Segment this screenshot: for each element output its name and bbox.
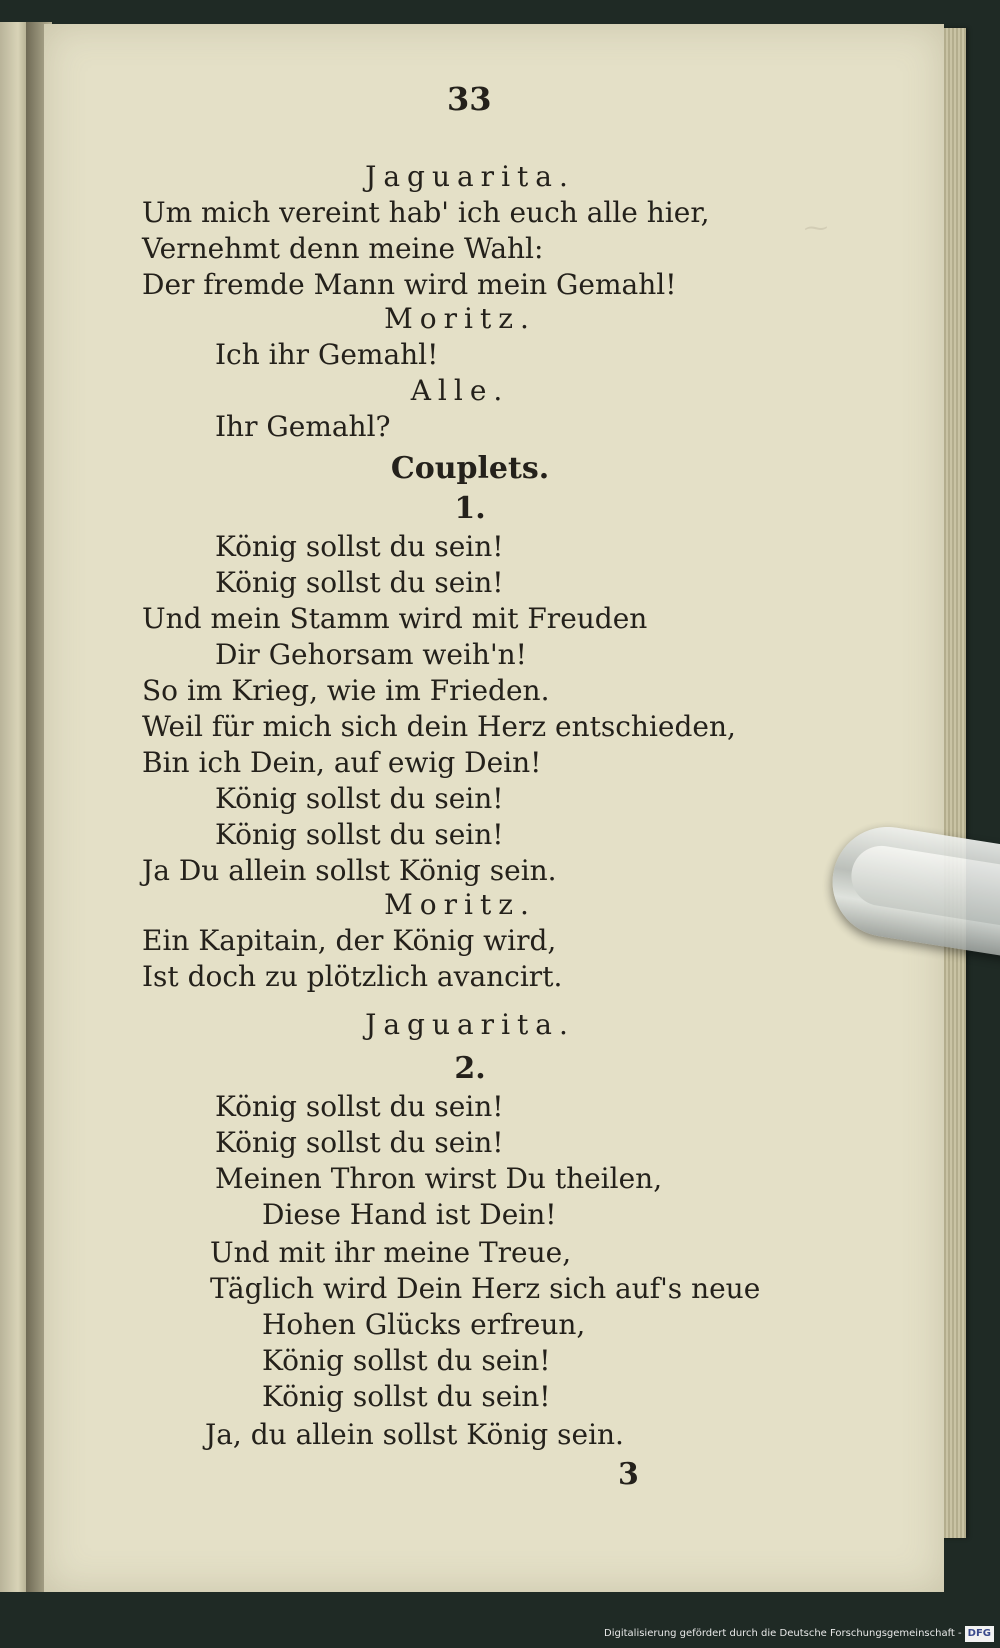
verse-line: Weil für mich sich dein Herz entschieden,	[142, 710, 736, 743]
verse-line: Der fremde Mann wird mein Gemahl!	[142, 268, 677, 301]
verse-line: Und mit ihr meine Treue,	[210, 1236, 572, 1269]
verse-line: Ein Kapitain, der König wird,	[142, 924, 557, 957]
verse-line: König sollst du sein!	[262, 1380, 551, 1413]
page-number: 33	[447, 80, 492, 118]
verse-line: König sollst du sein!	[215, 1090, 504, 1123]
verse-line: Täglich wird Dein Herz sich auf's neue	[210, 1272, 761, 1305]
dfg-logo: DFG	[965, 1626, 994, 1642]
speaker-heading: Alle.	[410, 374, 510, 407]
verse-line: König sollst du sein!	[215, 818, 504, 851]
verse-line: Hohen Glücks erfreun,	[262, 1308, 586, 1341]
verse-line: Diese Hand ist Dein!	[262, 1198, 557, 1231]
verse-line: König sollst du sein!	[215, 1126, 504, 1159]
verse-line: Ich ihr Gemahl!	[215, 338, 439, 371]
digitization-credit	[604, 1626, 994, 1642]
speaker-heading: Jaguarita.	[365, 160, 575, 193]
verse-line: Um mich vereint hab' ich euch alle hier,	[142, 196, 710, 229]
stanza-number: 1.	[454, 491, 486, 526]
verse-line: König sollst du sein!	[215, 782, 504, 815]
signature-mark: 3	[618, 1457, 639, 1492]
speaker-heading: Moritz.	[384, 888, 536, 921]
verse-line: König sollst du sein!	[215, 566, 504, 599]
section-heading: Couplets.	[390, 451, 550, 486]
verse-line: Meinen Thron wirst Du theilen,	[215, 1162, 663, 1195]
verse-line: König sollst du sein!	[215, 530, 504, 563]
verse-line: Ja Du allein sollst König sein.	[142, 854, 557, 887]
verse-line: Ja, du allein sollst König sein.	[205, 1418, 624, 1451]
verse-line: Vernehmt denn meine Wahl:	[142, 232, 544, 265]
verse-line: König sollst du sein!	[262, 1344, 551, 1377]
verse-line: Bin ich Dein, auf ewig Dein!	[142, 746, 542, 779]
verse-line: Und mein Stamm wird mit Freuden	[142, 602, 648, 635]
show-through-mark: ⁓	[804, 214, 828, 242]
speaker-heading: Jaguarita.	[365, 1008, 575, 1041]
verse-line: So im Krieg, wie im Frieden.	[142, 674, 550, 707]
verse-line: Ist doch zu plötzlich avancirt.	[142, 960, 563, 993]
verse-line: Ihr Gemahl?	[215, 410, 391, 443]
speaker-heading: Moritz.	[384, 302, 536, 335]
credit-text: Digitalisierung gefördert durch die Deutsche Forschungsgemeinschaft -	[604, 1628, 962, 1639]
stanza-number: 2.	[454, 1051, 486, 1086]
verse-line: Dir Gehorsam weih'n!	[215, 638, 527, 671]
